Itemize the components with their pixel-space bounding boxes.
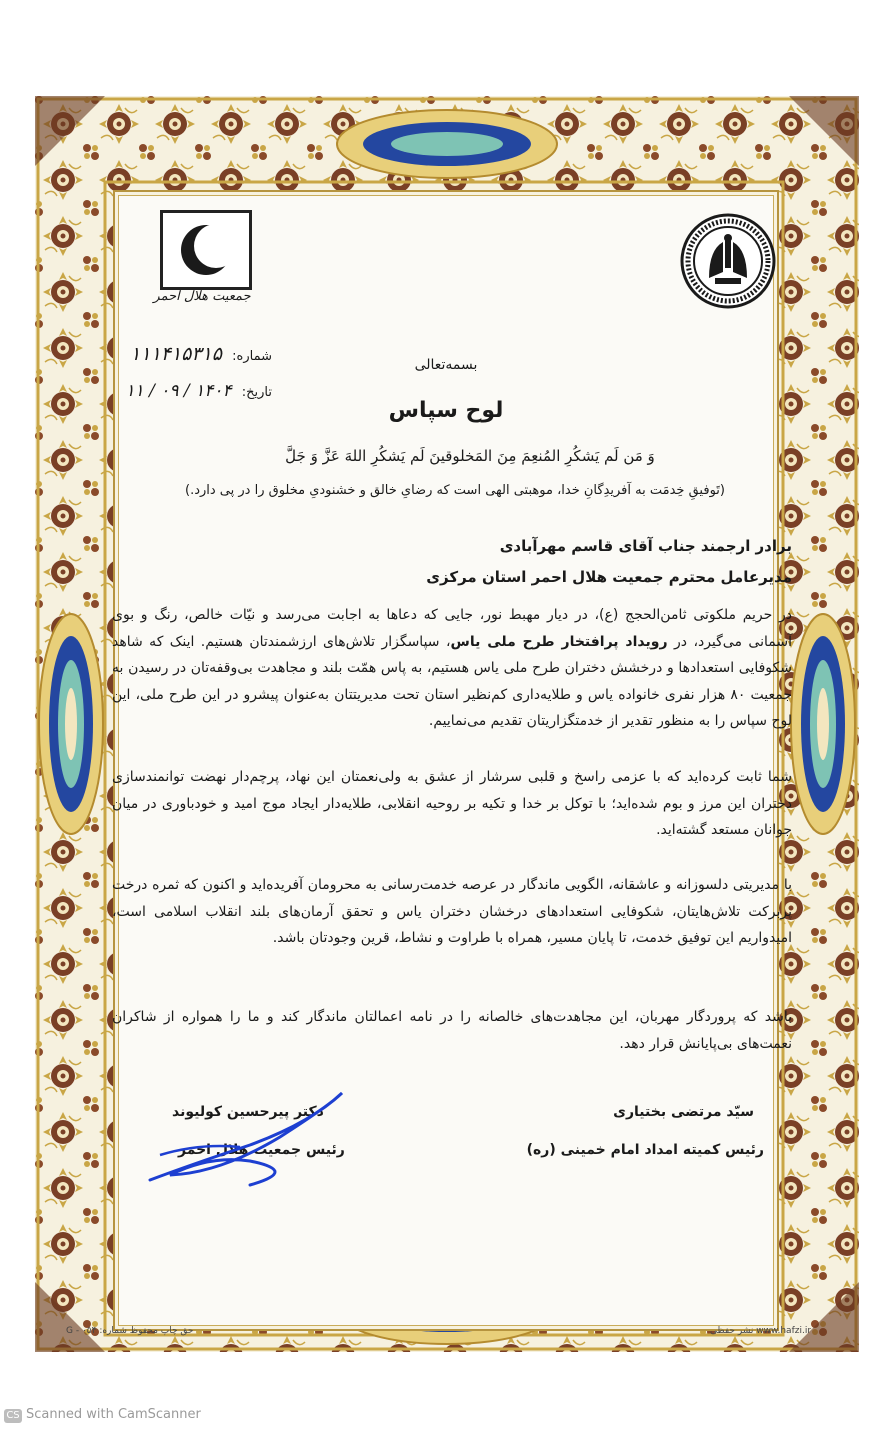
paragraph-4: باشد که پروردگار مهربان، این مجاهدت‌های خالصانه را در نامه اعمالتان ماندگار کند و ما را همواره از شاکران نعمت‌های بی‌پایانش قرار دهد. bbox=[112, 1009, 792, 1052]
publisher-reference: www.hafzi.ir نشر حفظی bbox=[710, 1326, 812, 1336]
watermark-text: Scanned with CamScanner bbox=[26, 1407, 201, 1422]
top-medallion bbox=[337, 110, 557, 178]
paragraph-1-start: در حریم ملکوتی ثامن‌الحجج (ع)، در دیار مهبط نور، جایی که دعاها به اجابت می‌رسد و نیّات خالص، رنگ و بوی آسمانی می‌گیرد، در bbox=[112, 607, 792, 650]
hadith-translation: (تَوفیقِ خِدمَت به آفریدِگانِ خدا، موهبتی الهی است که رضایِ خالق و خشنودیِ مخلوق را در پی دارد.) bbox=[185, 483, 725, 498]
paragraph-2: شما ثابت کرده‌اید که با عزمی راسخ و قلبی سرشار از عشق به ولی‌نعمتان این نهاد، پرچم‌دار نهضت توانمندسازی دختران این مرز و بوم شده‌اید؛ با توکل بر خدا و تکیه بر روحیه انقلابی، طلایه‌دار ایجاد موج امید و خودباوری در میان جوانان مستعد گشته‌اید. bbox=[112, 769, 792, 838]
number-value: ۱۱۱۴۱۵۳۱۵ bbox=[130, 343, 223, 365]
page-title: لوح سپاس bbox=[388, 398, 504, 423]
right-medallion bbox=[791, 614, 855, 834]
red-crescent-logo bbox=[160, 210, 252, 290]
date-label: تاریخ: bbox=[241, 385, 272, 400]
left-medallion bbox=[39, 614, 103, 834]
hadith-verse: وَ مَن لَم یَشکُرِ المُنعِمَ مِنَ المَخلوقینَ لَم یَشکُرِ اللهَ عَزَّ وَ جَلَّ bbox=[285, 447, 655, 465]
left-signatory-title: رئیس جمعیت هلال احمر bbox=[178, 1142, 345, 1158]
crescent-icon bbox=[163, 213, 249, 287]
paragraph-3: با مدیریتی دلسوزانه و عاشقانه، الگویی ماندگار در عرصه خدمت‌رسانی به محرومان آفریده‌اید و اکنون که ثمره درخت پربرکت تلاش‌هایتان، شکوفایی استعدادهای درخشان دختران یاس و تحقق آرمان‌های بلند انقلاب اسلامی است، امیدواریم این توفیق خدمت، تا پایان مسیر، همراه با طراوت و نشاط، قرین وجودتان باشد. bbox=[112, 877, 792, 946]
imam-khomeini-relief-emblem bbox=[679, 212, 777, 310]
paragraph-1 bbox=[112, 602, 792, 735]
right-signatory-name: سیّد مرتضی بختیاری bbox=[613, 1104, 754, 1120]
bismillah: بسمه‌تعالی bbox=[414, 357, 478, 373]
event-name: رویداد پرافتخار طرح ملی یاس bbox=[450, 633, 668, 650]
number-label: شماره: bbox=[232, 349, 272, 364]
print-reference: حق چاپ محفوظ شماره: G - ۰۵۴ bbox=[66, 1326, 194, 1336]
right-signatory-title: رئیس کمیته امداد امام خمینی (ره) bbox=[526, 1142, 764, 1158]
addressee-name: برادر ارجمند جناب آقای قاسم مهرآبادی bbox=[499, 537, 792, 555]
camscanner-watermark bbox=[4, 1407, 201, 1423]
paragraph-1-end: ، سپاسگزار تلاش‌های ارزشمندتان هستیم. اینک که شاهد شکوفایی استعدادها و درخشش دختران طرح ملی یاس هستیم، به پاس همّت بلند و مجاهدت بی‌وقفه‌تان در رسیدن به جمعیت ۸۰ هزار نفری خانواده یاس و طلایه‌داری کم‌نظیر استان تحت مدیریتتان به‌عنوان پیشرو در این طرح ملی، این لوح سپاس را به منظور تقدیر از خدمتگزاریتان تقدیم می‌نماییم. bbox=[112, 633, 792, 729]
addressee-title: مدیرعامل محترم جمعیت هلال احمر استان مرکزی bbox=[426, 568, 792, 586]
left-signatory-name: دکتر پیرحسین کولیوند bbox=[172, 1104, 324, 1120]
camscanner-icon: CS bbox=[4, 1409, 22, 1423]
red-crescent-name: جمعیت هلال احمر bbox=[153, 289, 251, 304]
date-value: ۱۴۰۴ / ۰۹ / ۱۱ bbox=[125, 381, 232, 401]
handwritten-signature bbox=[130, 1085, 360, 1195]
